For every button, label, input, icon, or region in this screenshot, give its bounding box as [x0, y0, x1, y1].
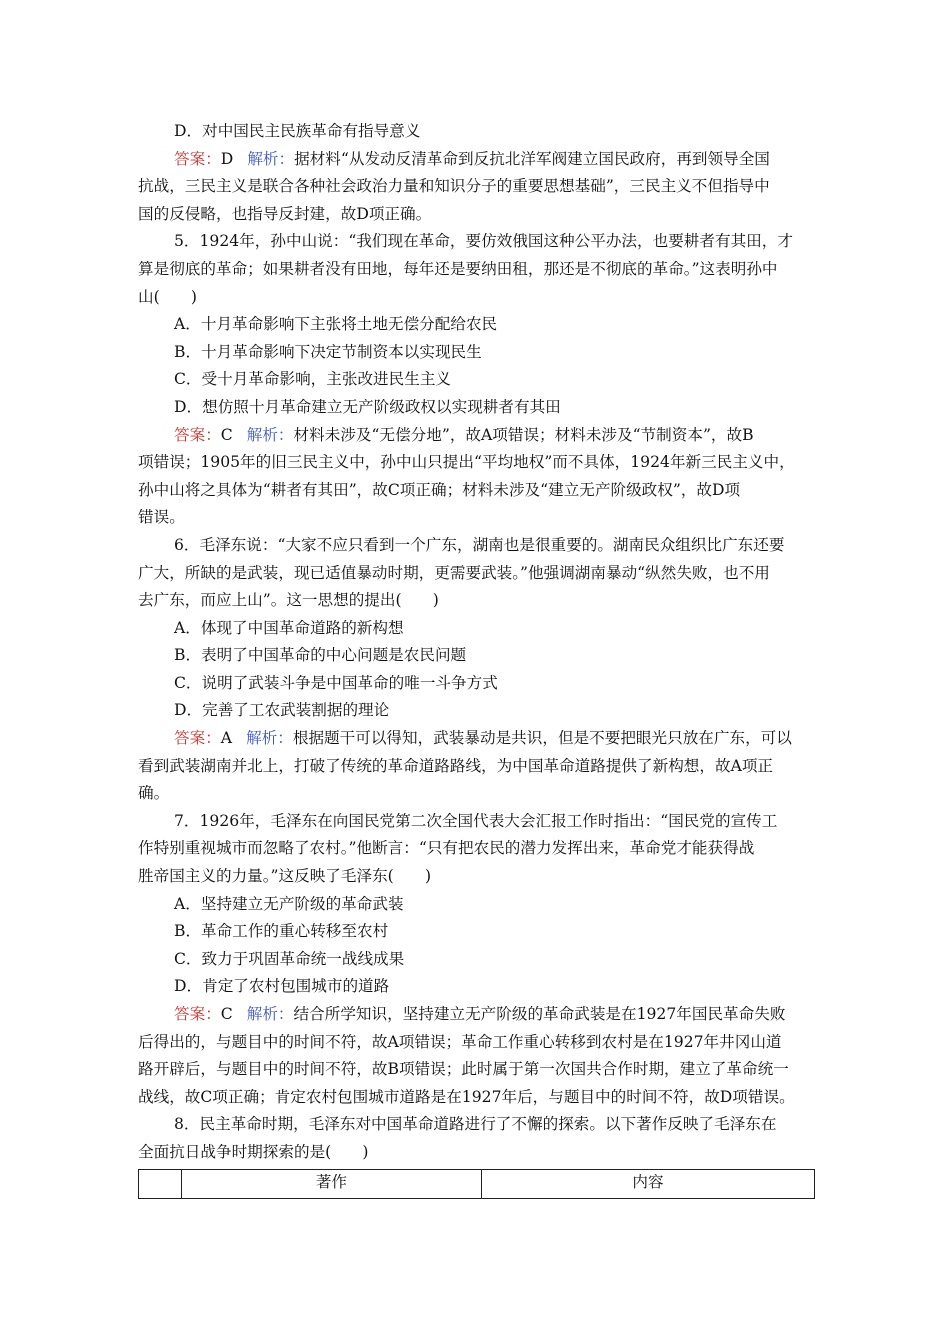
table-header-row	[139, 1169, 815, 1198]
q7-option-d: D．肯定了农村包围城市的道路	[174, 977, 390, 996]
q7-analysis-line: 路开辟后，与题目中的时间不符，故B项错误；此时属于第一次国共合作时期，建立了革命统一	[138, 1060, 789, 1079]
answer-label: 答案：	[174, 1005, 221, 1023]
q8-stem-line: 全面抗日战争时期探索的是( )	[138, 1142, 369, 1161]
table-header-works: 著作	[181, 1169, 481, 1198]
answer-value: C	[220, 1005, 233, 1023]
q5-stem-line: 5．1924年，孙中山说：“我们现在革命，要仿效俄国这种公平办法，也要耕者有其田，才	[174, 232, 793, 251]
q7-stem-line: 胜帝国主义的力量。”这反映了毛泽东( )	[138, 867, 432, 886]
q6-option-c: C．说明了武装斗争是中国革命的唯一斗争方式	[174, 673, 498, 692]
answer-value: A	[220, 729, 233, 748]
q8-stem-line: 8．民主革命时期，毛泽东对中国革命道路进行了不懈的探索。以下著作反映了毛泽东在	[174, 1115, 777, 1134]
q7-analysis-line: 后得出的，与题目中的时间不符，故A项错误；革命工作重心转移到农村是在1927年井冈山道	[138, 1032, 782, 1051]
q6-stem-line: 广大，所缺的是武装，现已适值暴动时期，更需要武装。”他强调湖南暴动“纵然失败，也不用	[138, 563, 770, 582]
q5-analysis-line: 错误。	[138, 508, 185, 527]
q5-answer-line	[138, 422, 814, 450]
q7-answer-line	[138, 1001, 814, 1029]
analysis-label: 解析：	[246, 729, 293, 748]
q4-analysis-line: 抗战，三民主义是联合各种社会政治力量和知识分子的重要思想基础”，三民主义不但指导中	[138, 177, 770, 196]
answer-label: 答案：	[174, 729, 221, 748]
q4-analysis-line: 国的反侵略，也指导反封建，故D项正确。	[138, 204, 432, 223]
q5-option-c: C．受十月革命影响，主张改进民生主义	[174, 370, 452, 389]
q6-answer-line	[138, 725, 814, 753]
q7-stem-line: 作特别重视城市而忽略了农村。”他断言：“只有把农民的潜力发挥出来，革命党才能获得战	[138, 839, 755, 858]
analysis-text: 材料未涉及“无偿分地”，故A项错误；材料未涉及“节制资本”，故B	[293, 425, 754, 444]
q5-option-b: B．十月革命影响下决定节制资本以实现民生	[174, 342, 482, 361]
q5-analysis-line: 孙中山将之具体为“耕者有其田”，故C项正确；材料未涉及“建立无产阶级政权”，故D项	[138, 480, 741, 499]
q5-analysis-line: 项错误；1905年的旧三民主义中，孙中山只提出“平均地权”而不具体，1924年新三民主义中，	[138, 453, 795, 472]
analysis-label: 解析：	[246, 425, 294, 444]
q4-option-d: D．对中国民主民族革命有指导意义	[174, 122, 421, 140]
answer-value: D	[220, 149, 234, 168]
answer-value: C	[220, 425, 233, 444]
analysis-label: 解析：	[247, 149, 295, 168]
analysis-text: 据材料“从发动反清革命到反抗北洋军阀建立国民政府，再到领导全国	[294, 149, 770, 168]
q8-table	[138, 1169, 815, 1199]
table-header-cell	[139, 1169, 182, 1198]
q5-stem-line: 山( )	[138, 287, 197, 306]
analysis-text: 结合所学知识，坚持建立无产阶级的革命武装是在1927年国民革命失败	[293, 1005, 786, 1023]
q6-stem-line: 6．毛泽东说：“大家不应只看到一个广东，湖南也是很重要的。湖南民众组织比广东还要	[174, 535, 785, 554]
q4-answer-line	[138, 146, 814, 174]
q5-option-a: A．十月革命影响下主张将土地无偿分配给农民	[174, 315, 498, 334]
q7-option-b: B．革命工作的重心转移至农村	[174, 922, 389, 941]
answer-label: 答案：	[174, 425, 221, 444]
analysis-text: 根据题干可以得知，武装暴动是共识，但是不要把眼光只放在广东，可以	[292, 729, 792, 748]
table-header-content: 内容	[481, 1169, 814, 1198]
q7-stem-line: 7．1926年，毛泽东在向国民党第二次全国代表大会汇报工作时指出：“国民党的宣传工	[174, 811, 778, 830]
q6-option-a: A．体现了中国革命道路的新构想	[174, 618, 404, 637]
q7-option-c: C．致力于巩固革命统一战线成果	[174, 949, 405, 968]
q6-option-d: D．完善了工农武装割据的理论	[174, 701, 390, 720]
document-content	[138, 118, 814, 1199]
q6-stem-line: 去广东，而应上山”。这一思想的提出( )	[138, 591, 439, 610]
analysis-label: 解析：	[246, 1005, 294, 1023]
q7-analysis-line: 战线，故C项正确；肯定农村包围城市道路是在1927年后，与题目中的时间不符，故D项错误。	[138, 1087, 795, 1106]
answer-label: 答案：	[174, 149, 221, 168]
q6-analysis-line: 看到武装湖南并北上，打破了传统的革命道路路线，为中国革命道路提供了新构想，故A项正	[138, 756, 774, 775]
q5-stem-line: 算是彻底的革命；如果耕者没有田地，每年还是要纳田租，那还是不彻底的革命。”这表明孙中	[138, 259, 778, 278]
q6-option-b: B．表明了中国革命的中心问题是农民问题	[174, 646, 467, 665]
q5-option-d: D．想仿照十月革命建立无产阶级政权以实现耕者有其田	[174, 397, 561, 416]
q6-analysis-line: 确。	[138, 784, 170, 803]
q7-option-a: A．坚持建立无产阶级的革命武装	[174, 894, 404, 913]
